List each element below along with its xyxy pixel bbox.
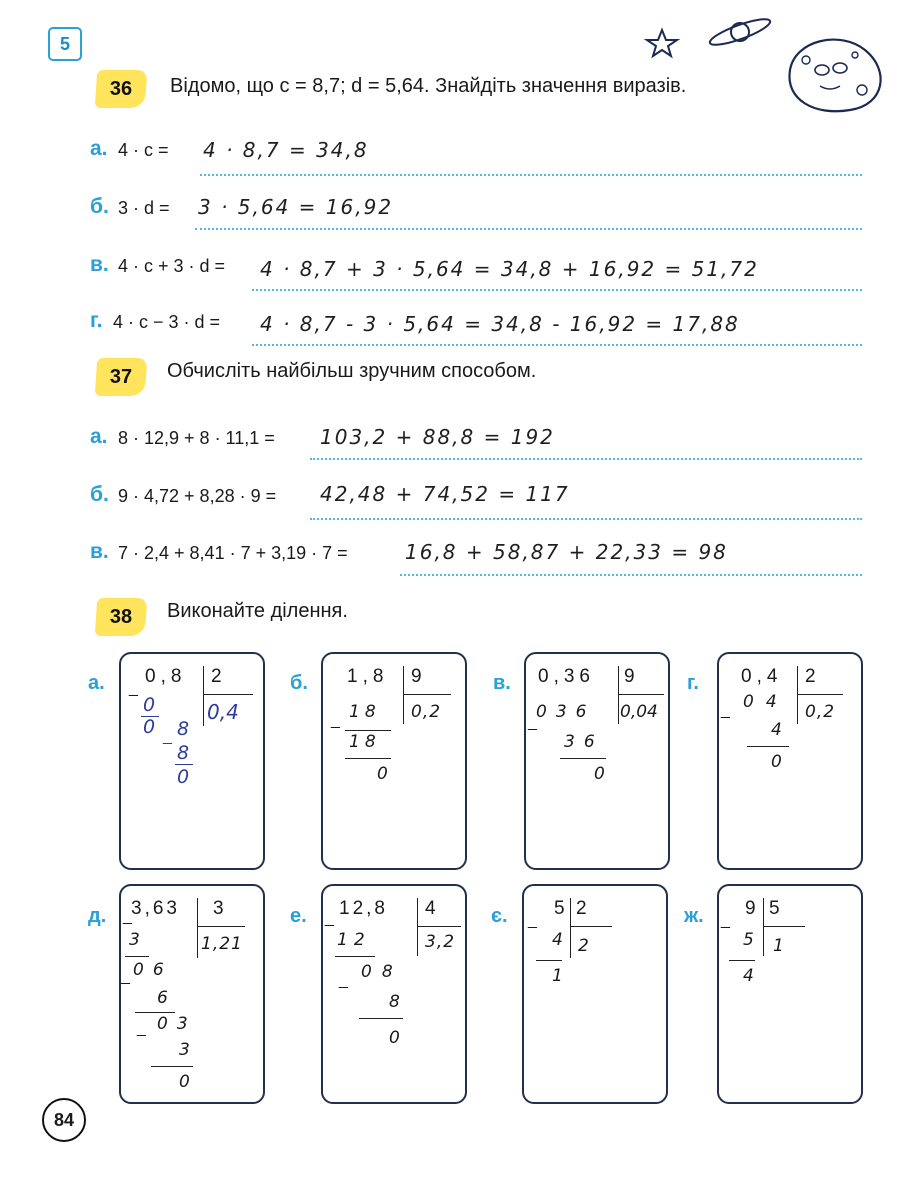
division-line xyxy=(618,694,664,695)
division-bar xyxy=(403,666,404,724)
task-37-badge xyxy=(96,358,146,396)
minus-sign: _ xyxy=(129,680,138,697)
step-line xyxy=(560,758,606,759)
step[interactable]: 08 xyxy=(361,962,403,982)
answer-line xyxy=(252,289,862,291)
step-line xyxy=(729,960,755,961)
quotient[interactable]: 2 xyxy=(578,936,594,956)
minus-sign: _ xyxy=(721,912,730,929)
task-37-b-expression: 9 · 4,72 + 8,28 · 9 = xyxy=(118,486,277,506)
division-card-a[interactable] xyxy=(119,652,265,870)
division-line xyxy=(570,926,612,927)
step[interactable]: 06 xyxy=(133,960,173,980)
division-card-g[interactable] xyxy=(522,884,668,1104)
step[interactable]: 3 xyxy=(129,930,145,950)
division-bar xyxy=(203,666,204,726)
minus-sign: _ xyxy=(339,972,348,989)
dividend: 0,4 xyxy=(741,666,783,687)
minus-sign: _ xyxy=(163,728,172,745)
division-bar xyxy=(797,666,798,724)
task-37-c-answer[interactable]: 16,8 + 58,87 + 22,33 = 98 xyxy=(405,540,728,564)
task-36-a-answer[interactable]: 4 · 8,7 = 34,8 xyxy=(203,138,369,162)
minus-sign: _ xyxy=(325,910,334,927)
step-line xyxy=(125,956,149,957)
division-bar xyxy=(417,898,418,956)
dividend: 12,8 xyxy=(339,898,388,919)
answer-line xyxy=(400,574,862,576)
task-37-c-label: в. xyxy=(90,540,109,563)
step[interactable]: 3 xyxy=(179,1040,195,1060)
dividend: 5 xyxy=(554,898,570,919)
answer-line xyxy=(195,228,862,230)
page-number: 84 xyxy=(42,1098,86,1142)
step-line xyxy=(536,960,562,961)
task-37-c-expression: 7 · 2,4 + 8,41 · 7 + 3,19 · 7 = xyxy=(118,543,348,563)
step[interactable]: 8 xyxy=(177,718,190,740)
step[interactable]: 6 xyxy=(157,988,173,1008)
task-36-c-expression: 4 · c + 3 · d = xyxy=(118,256,226,276)
divisor: 2 xyxy=(576,898,592,919)
answer-line xyxy=(310,458,862,460)
step[interactable]: 0 xyxy=(377,764,393,784)
task-36-number: 36 xyxy=(109,77,133,100)
division-card-c[interactable] xyxy=(524,652,670,870)
quotient[interactable]: 1 xyxy=(773,936,789,956)
step[interactable]: 4 xyxy=(771,720,787,740)
step[interactable]: 03 xyxy=(157,1014,197,1034)
card-c-label: в. xyxy=(493,672,511,694)
step[interactable]: 0 xyxy=(389,1028,405,1048)
step-line xyxy=(747,746,789,747)
step-line xyxy=(345,758,391,759)
step-line xyxy=(359,1018,403,1019)
minus-sign: _ xyxy=(331,712,340,729)
step[interactable]: 8 xyxy=(389,992,405,1012)
card-e-label: д. xyxy=(88,905,107,927)
minus-sign: _ xyxy=(121,968,130,985)
divisor: 9 xyxy=(624,666,640,687)
task-37-a-expression: 8 · 12,9 + 8 · 11,1 = xyxy=(118,428,275,448)
card-b-label: б. xyxy=(290,672,308,694)
answer-line xyxy=(200,174,862,176)
answer-line xyxy=(252,344,862,346)
space-doodle-icon xyxy=(640,10,900,120)
chapter-number: 5 xyxy=(48,27,82,61)
card-g-label: є. xyxy=(491,905,508,927)
step[interactable]: 0 xyxy=(143,716,156,738)
step[interactable]: 5 xyxy=(743,930,759,950)
step[interactable]: 0 xyxy=(177,766,190,788)
task-37-a-answer[interactable]: 103,2 + 88,8 = 192 xyxy=(320,425,555,449)
dividend: 3,63 xyxy=(131,898,180,919)
quotient[interactable]: 3,2 xyxy=(425,932,456,952)
division-line xyxy=(417,926,461,927)
step[interactable]: 8 xyxy=(177,742,190,764)
answer-line xyxy=(310,518,862,520)
quotient[interactable]: 0,2 xyxy=(805,702,836,722)
division-card-b[interactable] xyxy=(321,652,467,870)
step[interactable]: 4 xyxy=(552,930,568,950)
task-37-b-answer[interactable]: 42,48 + 74,52 = 117 xyxy=(320,482,570,506)
task-36-d-answer[interactable]: 4 · 8,7 - 3 · 5,64 = 34,8 - 16,92 = 17,88 xyxy=(260,312,740,336)
task-38-number: 38 xyxy=(109,605,133,628)
division-card-h[interactable] xyxy=(717,884,863,1104)
task-36-a-expression: 4 · c = xyxy=(118,140,169,160)
card-h-label: ж. xyxy=(684,905,704,927)
step[interactable]: 18 xyxy=(349,732,381,752)
step[interactable]: 0 xyxy=(771,752,787,772)
task-36-d-label: г. xyxy=(90,309,103,332)
division-line xyxy=(197,926,245,927)
divisor: 3 xyxy=(213,898,229,919)
dividend: 9 xyxy=(745,898,761,919)
divisor: 5 xyxy=(769,898,785,919)
divisor: 4 xyxy=(425,898,441,919)
card-d-label: г. xyxy=(687,672,699,694)
step[interactable]: 0 xyxy=(594,764,610,784)
division-card-e[interactable] xyxy=(119,884,265,1104)
minus-sign: _ xyxy=(528,714,537,731)
step[interactable]: 4 xyxy=(743,966,759,986)
task-36-badge xyxy=(96,70,146,108)
minus-sign: _ xyxy=(137,1020,146,1037)
task-36-c-label: в. xyxy=(90,253,109,276)
division-card-d[interactable] xyxy=(717,652,863,870)
step[interactable]: 36 xyxy=(564,732,604,752)
quotient[interactable]: 1,21 xyxy=(201,934,243,954)
step[interactable]: 0 xyxy=(143,694,156,716)
task-37-a-label: а. xyxy=(90,425,108,448)
dividend: 1,8 xyxy=(347,666,389,687)
task-38-text: Виконайте ділення. xyxy=(167,600,348,622)
task-37-number: 37 xyxy=(109,365,133,388)
task-36-d-expression: 4 · c − 3 · d = xyxy=(113,312,221,332)
minus-sign: _ xyxy=(528,912,537,929)
task-37-text: Обчисліть найбільш зручним способом. xyxy=(167,360,537,382)
step[interactable]: 18 xyxy=(349,702,381,722)
task-36-b-label: б. xyxy=(90,195,109,218)
task-36-a-label: а. xyxy=(90,137,108,160)
division-bar xyxy=(570,898,571,958)
step-line xyxy=(345,730,391,731)
divisor: 9 xyxy=(411,666,427,687)
step[interactable]: 0 xyxy=(179,1072,195,1092)
task-36-c-answer[interactable]: 4 · 8,7 + 3 · 5,64 = 34,8 + 16,92 = 51,72 xyxy=(260,257,759,281)
step-line xyxy=(135,1012,175,1013)
card-f-label: е. xyxy=(290,905,307,927)
minus-sign: _ xyxy=(123,908,132,925)
division-line xyxy=(763,926,805,927)
task-36-b-answer[interactable]: 3 · 5,64 = 16,92 xyxy=(198,195,394,219)
step-line xyxy=(335,956,375,957)
division-card-f[interactable] xyxy=(321,884,467,1104)
task-36-text: Відомо, що c = 8,7; d = 5,64. Знайдіть значення виразів. xyxy=(170,75,687,97)
step[interactable]: 036 xyxy=(536,702,596,722)
step-line xyxy=(151,1066,193,1067)
division-line xyxy=(203,694,253,695)
task-38-badge xyxy=(96,598,146,636)
step-line xyxy=(175,764,193,765)
step[interactable]: 1 xyxy=(552,966,568,986)
division-bar xyxy=(197,898,198,958)
card-a-label: а. xyxy=(88,672,105,694)
step[interactable]: 12 xyxy=(337,930,371,950)
divisor: 2 xyxy=(211,666,227,687)
divisor: 2 xyxy=(805,666,821,687)
division-bar xyxy=(618,666,619,724)
division-bar xyxy=(763,898,764,956)
minus-sign: _ xyxy=(721,702,730,719)
division-line xyxy=(797,694,843,695)
division-line xyxy=(403,694,451,695)
quotient[interactable]: 0,4 xyxy=(207,700,239,724)
quotient[interactable]: 0,04 xyxy=(620,702,658,722)
task-36-b-expression: 3 · d = xyxy=(118,198,170,218)
dividend: 0,8 xyxy=(145,666,187,687)
quotient[interactable]: 0,2 xyxy=(411,702,442,722)
task-37-b-label: б. xyxy=(90,483,109,506)
dividend: 0,36 xyxy=(538,666,595,687)
step[interactable]: 04 xyxy=(743,692,789,712)
